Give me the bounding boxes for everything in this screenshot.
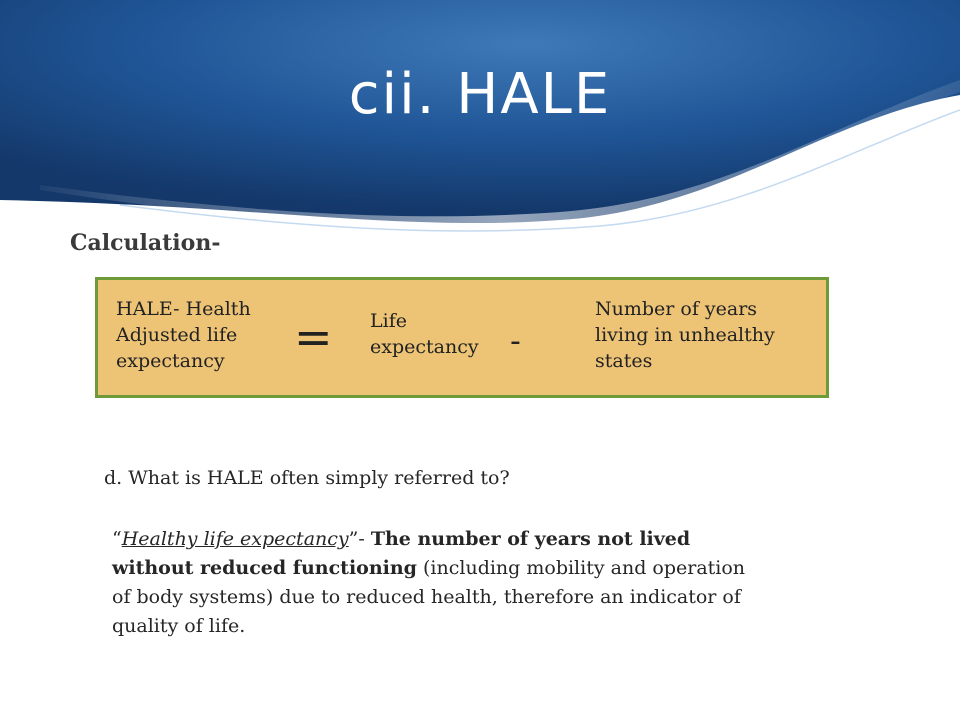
answer-paragraph [112, 525, 767, 641]
formula-box [95, 277, 829, 398]
calculation-label: Calculation- [70, 230, 221, 256]
slide-title: cii. HALE [348, 62, 612, 127]
formula-equals-sign: = [294, 310, 333, 364]
formula-hale-term: HALE- Health Adjusted life expectancy [116, 298, 251, 372]
formula-minus-sign: - [510, 324, 521, 359]
formula-unhealthy-years-term: Number of years living in unhealthy states [595, 298, 775, 372]
question-text: d. What is HALE often simply referred to? [104, 467, 510, 489]
answer-term: Healthy life expectancy [121, 528, 349, 550]
answer-rest-text: (including mobility and operation of body systems) due to reduced health, therefore an indicator of quality of life. [112, 557, 746, 637]
answer-bold-definition: The number of years not lived without reduced functioning [112, 528, 691, 579]
header-swoosh-background [0, 0, 960, 260]
answer-open-quote: “ [112, 528, 122, 550]
answer-close-quote: ”- [348, 528, 371, 550]
formula-life-expectancy-term: Life expectancy [370, 310, 479, 358]
